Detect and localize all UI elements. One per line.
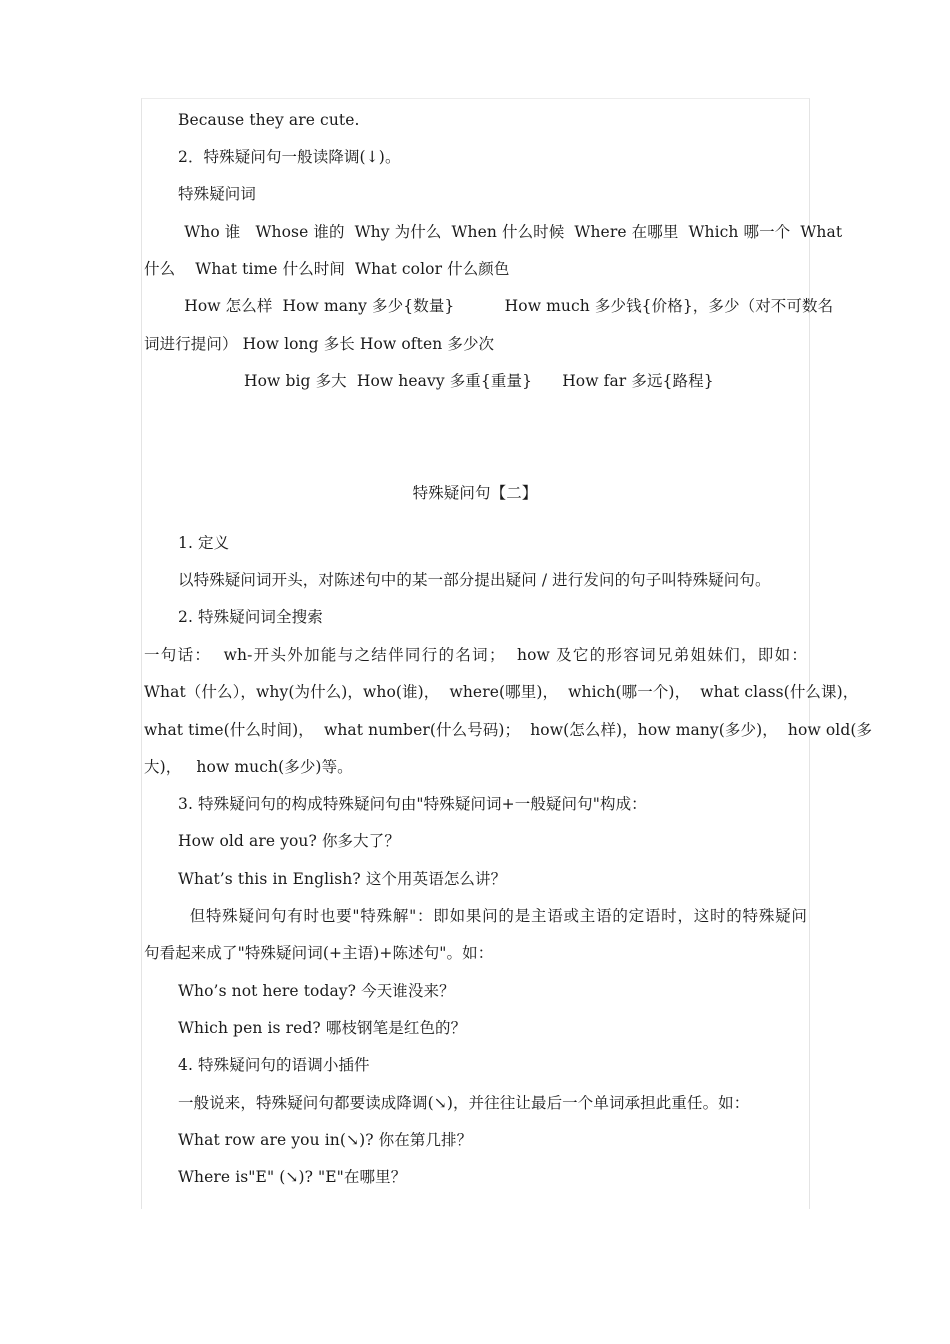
text-line: How old are you? 你多大了？ [178, 832, 400, 850]
text-line: 以特殊疑问词开头，对陈述句中的某一部分提出疑问 / 进行发问的句子叫特殊疑问句。 [178, 571, 771, 589]
text-line: 一句话： wh-开头外加能与之结伴同行的名词； how 及它的形容词兄弟姐妹们，即如： [144, 646, 807, 664]
text-line: 2. 特殊疑问词全搜索 [178, 608, 323, 626]
text-line: 大)， how much(多少)等。 [144, 758, 353, 776]
text-line: 句看起来成了"特殊疑问词(+主语)+陈述句"。如： [144, 944, 494, 962]
text-line: 3. 特殊疑问句的构成特殊疑问句由"特殊疑问词+一般疑问句"构成： [178, 795, 647, 813]
text-line: 1. 定义 [178, 534, 230, 552]
text-line: Who 谁 Whose 谁的 Why 为什么 When 什么时候 Where 在哪里 Which 哪一个 What [144, 223, 843, 241]
text-line: How 怎么样 How many 多少{数量} How much 多少钱{价格}，多少（对不可数名 [144, 297, 834, 315]
text-line: 什么 What time 什么时间 What color 什么颜色 [144, 260, 510, 278]
text-line: 一般说来，特殊疑问句都要读成降调(↘)，并往往让最后一个单词承担此重任。如： [178, 1094, 750, 1112]
text-line: What（什么），why(为什么)，who(谁)， where(哪里)， which(哪一个)， what class(什么课)， [144, 683, 859, 701]
text-line: 词进行提问） How long 多长 How often 多少次 [144, 335, 495, 353]
text-line: Where is"E" (↘)? "E"在哪里？ [178, 1168, 407, 1186]
text-line: What’s this in English? 这个用英语怎么讲？ [178, 870, 507, 888]
text-line: Who’s not here today? 今天谁没来？ [178, 982, 455, 1000]
text-line: How big 多大 How heavy 多重{重量} How far 多远{路程} [244, 372, 714, 390]
text-line: what time(什么时间)， what number(什么号码)； how(怎么样)，how many(多少)， how old(多 [144, 721, 873, 739]
text-line: 特殊疑问词 [178, 185, 257, 203]
text-line: 但特殊疑问句有时也要"特殊解"：即如果问的是主语或主语的定语时，这时的特殊疑问 [144, 907, 807, 925]
text-line: 2．特殊疑问句一般读降调(↓)。 [178, 148, 401, 166]
text-line: What row are you in(↘)? 你在第几排？ [178, 1131, 473, 1149]
text-line: Because they are cute. [178, 111, 360, 129]
section-title: 特殊疑问句【二】 [412, 484, 538, 502]
text-line: 4. 特殊疑问句的语调小插件 [178, 1056, 370, 1074]
text-line: Which pen is red? 哪枝钢笔是红色的？ [178, 1019, 467, 1037]
